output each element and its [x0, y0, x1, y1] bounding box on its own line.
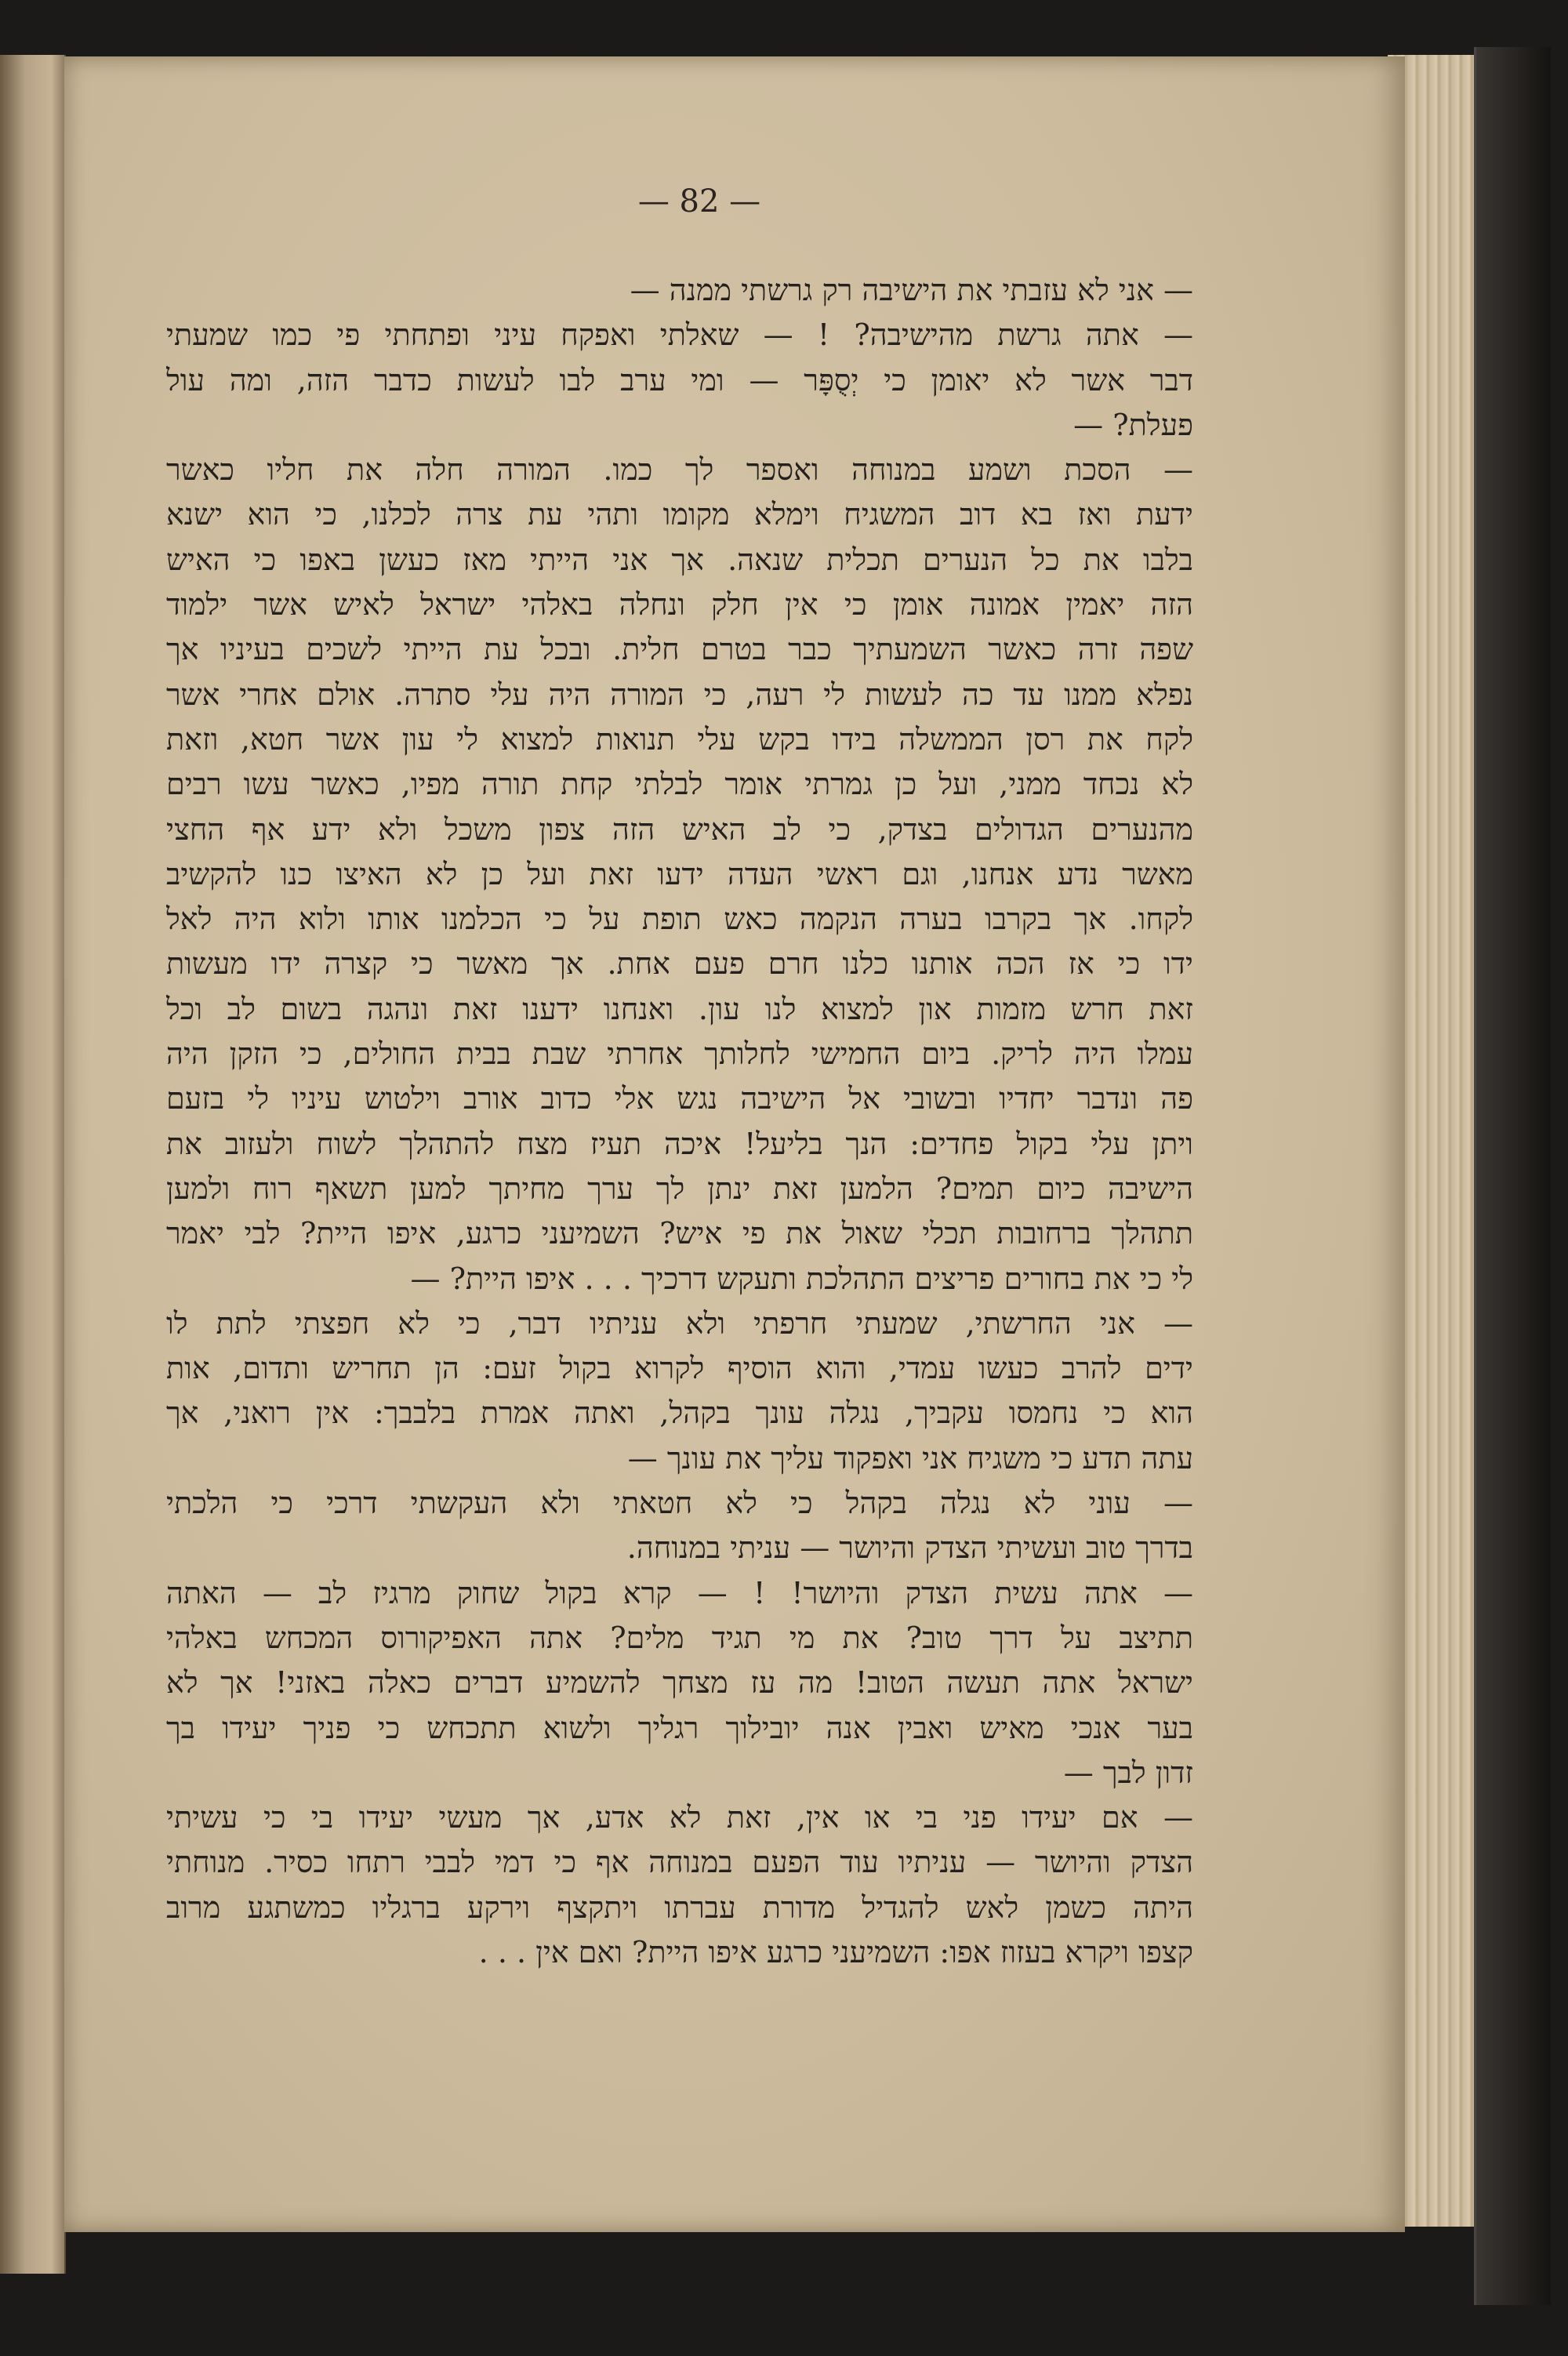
text-line: ישראל אתה תעשה הטוב! מה עז מצחך להשמיע דברים כאלה באזני! אך לא	[166, 1665, 1193, 1701]
text-line: מאשר נדע אנחנו, וגם ראשי העדה ידעו זאת ועל כן לא האיצו כנו להקשיב	[166, 856, 1193, 891]
paragraph	[166, 1481, 1193, 1571]
text-line: לא נכחד ממני, ועל כן גמרתי אומר לבלתי קחת תורה מפיו, כאשר עשו רבים	[166, 767, 1193, 802]
text-line: נפלא ממנו עד כה לעשות לי רעה, כי המורה היה עלי סתרה. אולם אחרי אשר	[166, 677, 1193, 712]
text-line: פעלת? —	[1073, 407, 1193, 442]
text-line: הוא כי נחמסו עקביך, נגלה עונך בקהל, ואתה אמרת בלבבך: אין רואני, אך	[166, 1396, 1193, 1431]
text-line: דבר אשר לא יאומן כי יְסֻפָּר — ומי ערב לבו לעשות כדבר הזה, ומה עול	[166, 362, 1193, 398]
text-line: הישיבה כיום תמים? הלמען זאת ינתן לך ערך מחיתך למען תשאף רוח ולמען	[166, 1171, 1193, 1206]
paragraph	[166, 1301, 1193, 1481]
text-line: — הסכת ושמע במנוחה ואספר לך כמו. המורה חלה את חליו כאשר	[166, 452, 1193, 488]
paragraph	[166, 268, 1193, 313]
text-line: — אם יעידו פני בי או אין, זאת לא אדע, אך מעשי יעידו בי כי עשיתי	[166, 1800, 1193, 1835]
text-line: ידעת ואז בא דוב המשגיח וימלא מקומו ותהי עת צרה לכלנו, כי הוא ישנא	[166, 497, 1193, 532]
text-line: — אני לא עזבתי את הישיבה רק גרשתי ממנה —	[630, 273, 1193, 307]
text-line: — אתה גרשת מהישיבה? ! — שאלתי ואפקח עיני ופתחתי פי כמו שמעתי	[166, 318, 1193, 353]
book-page	[64, 56, 1405, 2232]
text-line: לקח את רסן הממשלה בידו בקש עלי תנואות למצוא לי עון אשר חטא, וזאת	[166, 721, 1193, 757]
text-line: בדרך טוב ועשיתי הצדק והיושר — עניתי במנוחה.	[626, 1530, 1193, 1566]
text-line: עמלו היה לריק. ביום החמישי לחלותך אחרתי שבת בבית החולים, כי הזקן היה	[166, 1036, 1193, 1072]
text-line: תתיצב על דרך טוב? את מי תגיד מלים? אתה האפיקורוס המכחש באלהי	[166, 1620, 1193, 1655]
text-line: קצפו ויקרא בעזוז אפו: השמיעני כרגע איפו היית? ואם אין . . .	[478, 1934, 1193, 1969]
text-line: שפה זרה כאשר השמעתיך כבר בטרם חלית. ובכל עת הייתי לשכים בעיניו אך	[166, 632, 1193, 667]
text-line: ידו כי אז הכה אותנו כלנו חרם פעם אחת. אך מאשר כי קצרה ידו מעשות	[166, 946, 1193, 982]
text-line: הזה יאמין אמונה אומן כי אין חלק ונחלה באלהי ישראל לאיש אשר ילמוד	[166, 587, 1193, 623]
text-line: בער אנכי מאיש ואבין אנה יובילוך רגליך ולשוא תתכחש כי פניך יעידו בך	[166, 1710, 1193, 1745]
paragraph	[166, 448, 1193, 1301]
text-line: לי כי את בחורים פריצים התהלכת ותעקש דרכיך . . . איפו היית? —	[410, 1261, 1193, 1296]
adjacent-page-edge	[0, 55, 66, 2274]
text-line: תתהלך ברחובות תכלי שאול את פי איש? השמיעני כרגע, איפו היית? לבי יאמר	[166, 1216, 1193, 1251]
text-line: מהנערים הגדולים בצדק, כי לב האיש הזה צפון משכל ולא ידע אף החצי	[166, 811, 1193, 847]
page-number: — 82 —	[637, 183, 761, 220]
text-line: ויתן עלי בקול פחדים: הנך בליעל! איכה תעיז מצח להתהלך לשוח ולעזוב את	[166, 1126, 1193, 1161]
text-line: בלבו את כל הנערים תכלית שנאה. אך אני הייתי מאז כעשן באפו כי האיש	[166, 542, 1193, 577]
text-line: — אני החרשתי, שמעתי חרפתי ולא עניתיו דבר, כי לא חפצתי לתת לו	[166, 1305, 1193, 1341]
book-cover-edge	[1474, 47, 1551, 2305]
body-text	[166, 268, 1193, 1975]
text-line: הצדק והיושר — עניתיו עוד הפעם במנוחה אף כי דמי לבבי רתחו כסיר. מנוחתי	[166, 1845, 1193, 1880]
text-line: — עוני לא נגלה בקהל כי לא חטאתי ולא העקשתי דרכי כי הלכתי	[166, 1486, 1193, 1521]
text-line: היתה כשמן לאש להגדיל מדורת עברתו ויתקצף וירקע ברגליו כמשתגע מרוב	[166, 1890, 1193, 1925]
text-line: פה ונדבר יחדיו ובשובי אל הישיבה נגש אלי כדוב אורב וילטוש עיניו לי בזעם	[166, 1081, 1193, 1116]
paragraph	[166, 313, 1193, 448]
paragraph	[166, 1795, 1193, 1975]
text-line: ידים להרב כעשו עמדי, והוא הוסיף לקרוא בקול זעם: הן תחריש ותדום, אות	[166, 1351, 1193, 1386]
paragraph	[166, 1571, 1193, 1795]
text-line: — אתה עשית הצדק והיושר! ! — קרא בקול שחוק מרגיז לב — האתה	[166, 1575, 1193, 1610]
text-line: זדון לבך —	[1063, 1755, 1193, 1790]
text-line: לקחו. אך בקרבו בערה הנקמה כאש תופת על כי הכלמנו אותו ולוא היה לאל	[166, 902, 1193, 937]
text-line: זאת חרש מזמות און למצוא לנו עון. ואנחנו ידענו זאת ונהגה בשום לב וכל	[166, 991, 1193, 1026]
text-line: עתה תדע כי משגיח אני ואפקוד עליך את עונך —	[627, 1440, 1193, 1476]
